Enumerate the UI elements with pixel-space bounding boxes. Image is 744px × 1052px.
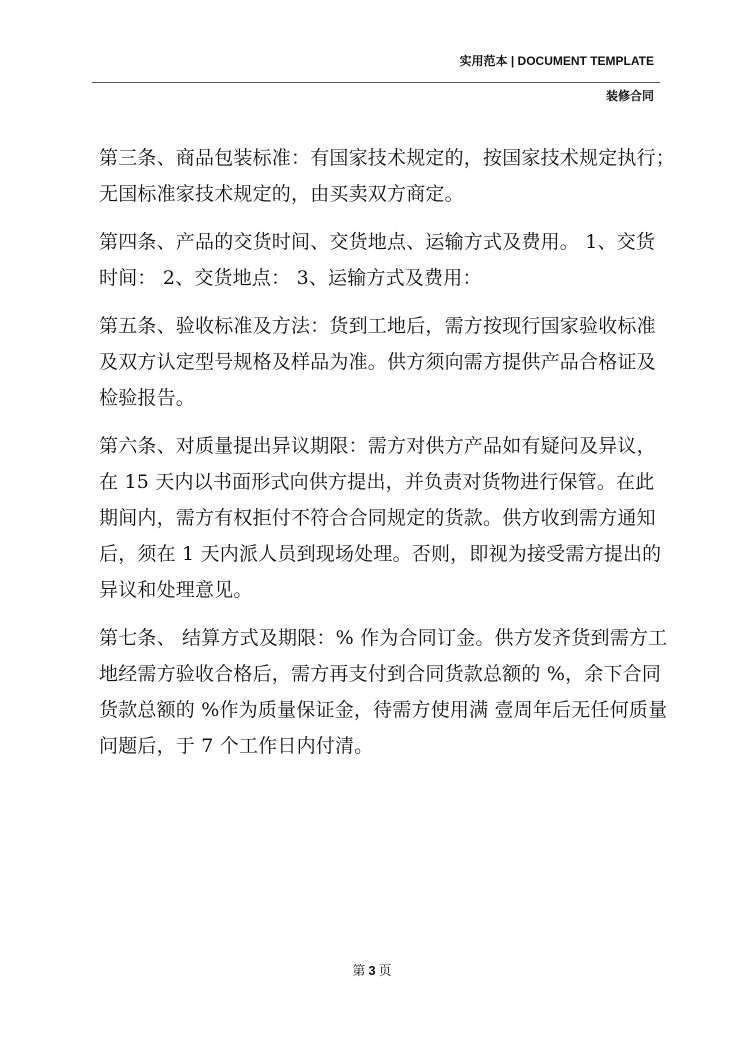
text-line: 期间内，需方有权拒付不符合合同规定的货款。供方收到需方通知 <box>99 507 656 529</box>
header-title: 实用范本 | DOCUMENT TEMPLATE <box>459 54 654 68</box>
clause-5 <box>99 308 659 416</box>
header-subtitle: 装修合同 <box>605 89 654 103</box>
text-line: 异议和处理意见。 <box>99 579 253 601</box>
text-line: 检验报告。 <box>99 387 196 409</box>
text-line: 第三条、商品包装标准：有国家技术规定的，按国家技术规定执行； <box>99 147 676 169</box>
text-line: 第五条、验收标准及方法：货到工地后，需方按现行国家验收标准 <box>99 315 656 337</box>
text-line: 后，须在 1 天内派人员到现场处理。否则，即视为接受需方提出的 <box>99 543 662 565</box>
footer-prefix: 第 <box>352 964 366 979</box>
clause-4 <box>99 224 659 296</box>
clause-3 <box>99 140 676 212</box>
text-line: 第六条、对质量提出异议期限：需方对供方产品如有疑问及异议， <box>99 435 656 457</box>
text-line: 问题后，于 7 个工作日内付清。 <box>99 735 374 757</box>
text-line: 时间： 2、交货地点： 3、运输方式及费用： <box>99 267 482 289</box>
text-line: 地经需方验收合格后，需方再支付到合同货款总额的 %，余下合同 <box>99 663 662 685</box>
text-line: 无国标准家技术规定的，由买卖双方商定。 <box>99 183 464 205</box>
document-body <box>99 140 676 764</box>
clause-7 <box>99 620 668 764</box>
text-line: 第七条、 结算方式及期限：% 作为合同订金。供方发齐货到需方工 <box>99 627 668 649</box>
page-header <box>92 52 654 70</box>
clause-6 <box>99 428 662 608</box>
text-line: 第四条、产品的交货时间、交货地点、运输方式及费用。 1、交货 <box>99 231 656 253</box>
header-divider <box>92 82 660 83</box>
footer-suffix: 页 <box>378 964 392 979</box>
text-line: 货款总额的 %作为质量保证金，待需方使用满 壹周年后无任何质量 <box>99 699 668 721</box>
text-line: 在 15 天内以书面形式向供方提出，并负责对货物进行保管。在此 <box>99 471 655 493</box>
page-footer <box>0 962 744 981</box>
text-line: 及双方认定型号规格及样品为准。供方须向需方提供产品合格证及 <box>99 351 656 373</box>
page-number: 3 <box>368 963 376 978</box>
